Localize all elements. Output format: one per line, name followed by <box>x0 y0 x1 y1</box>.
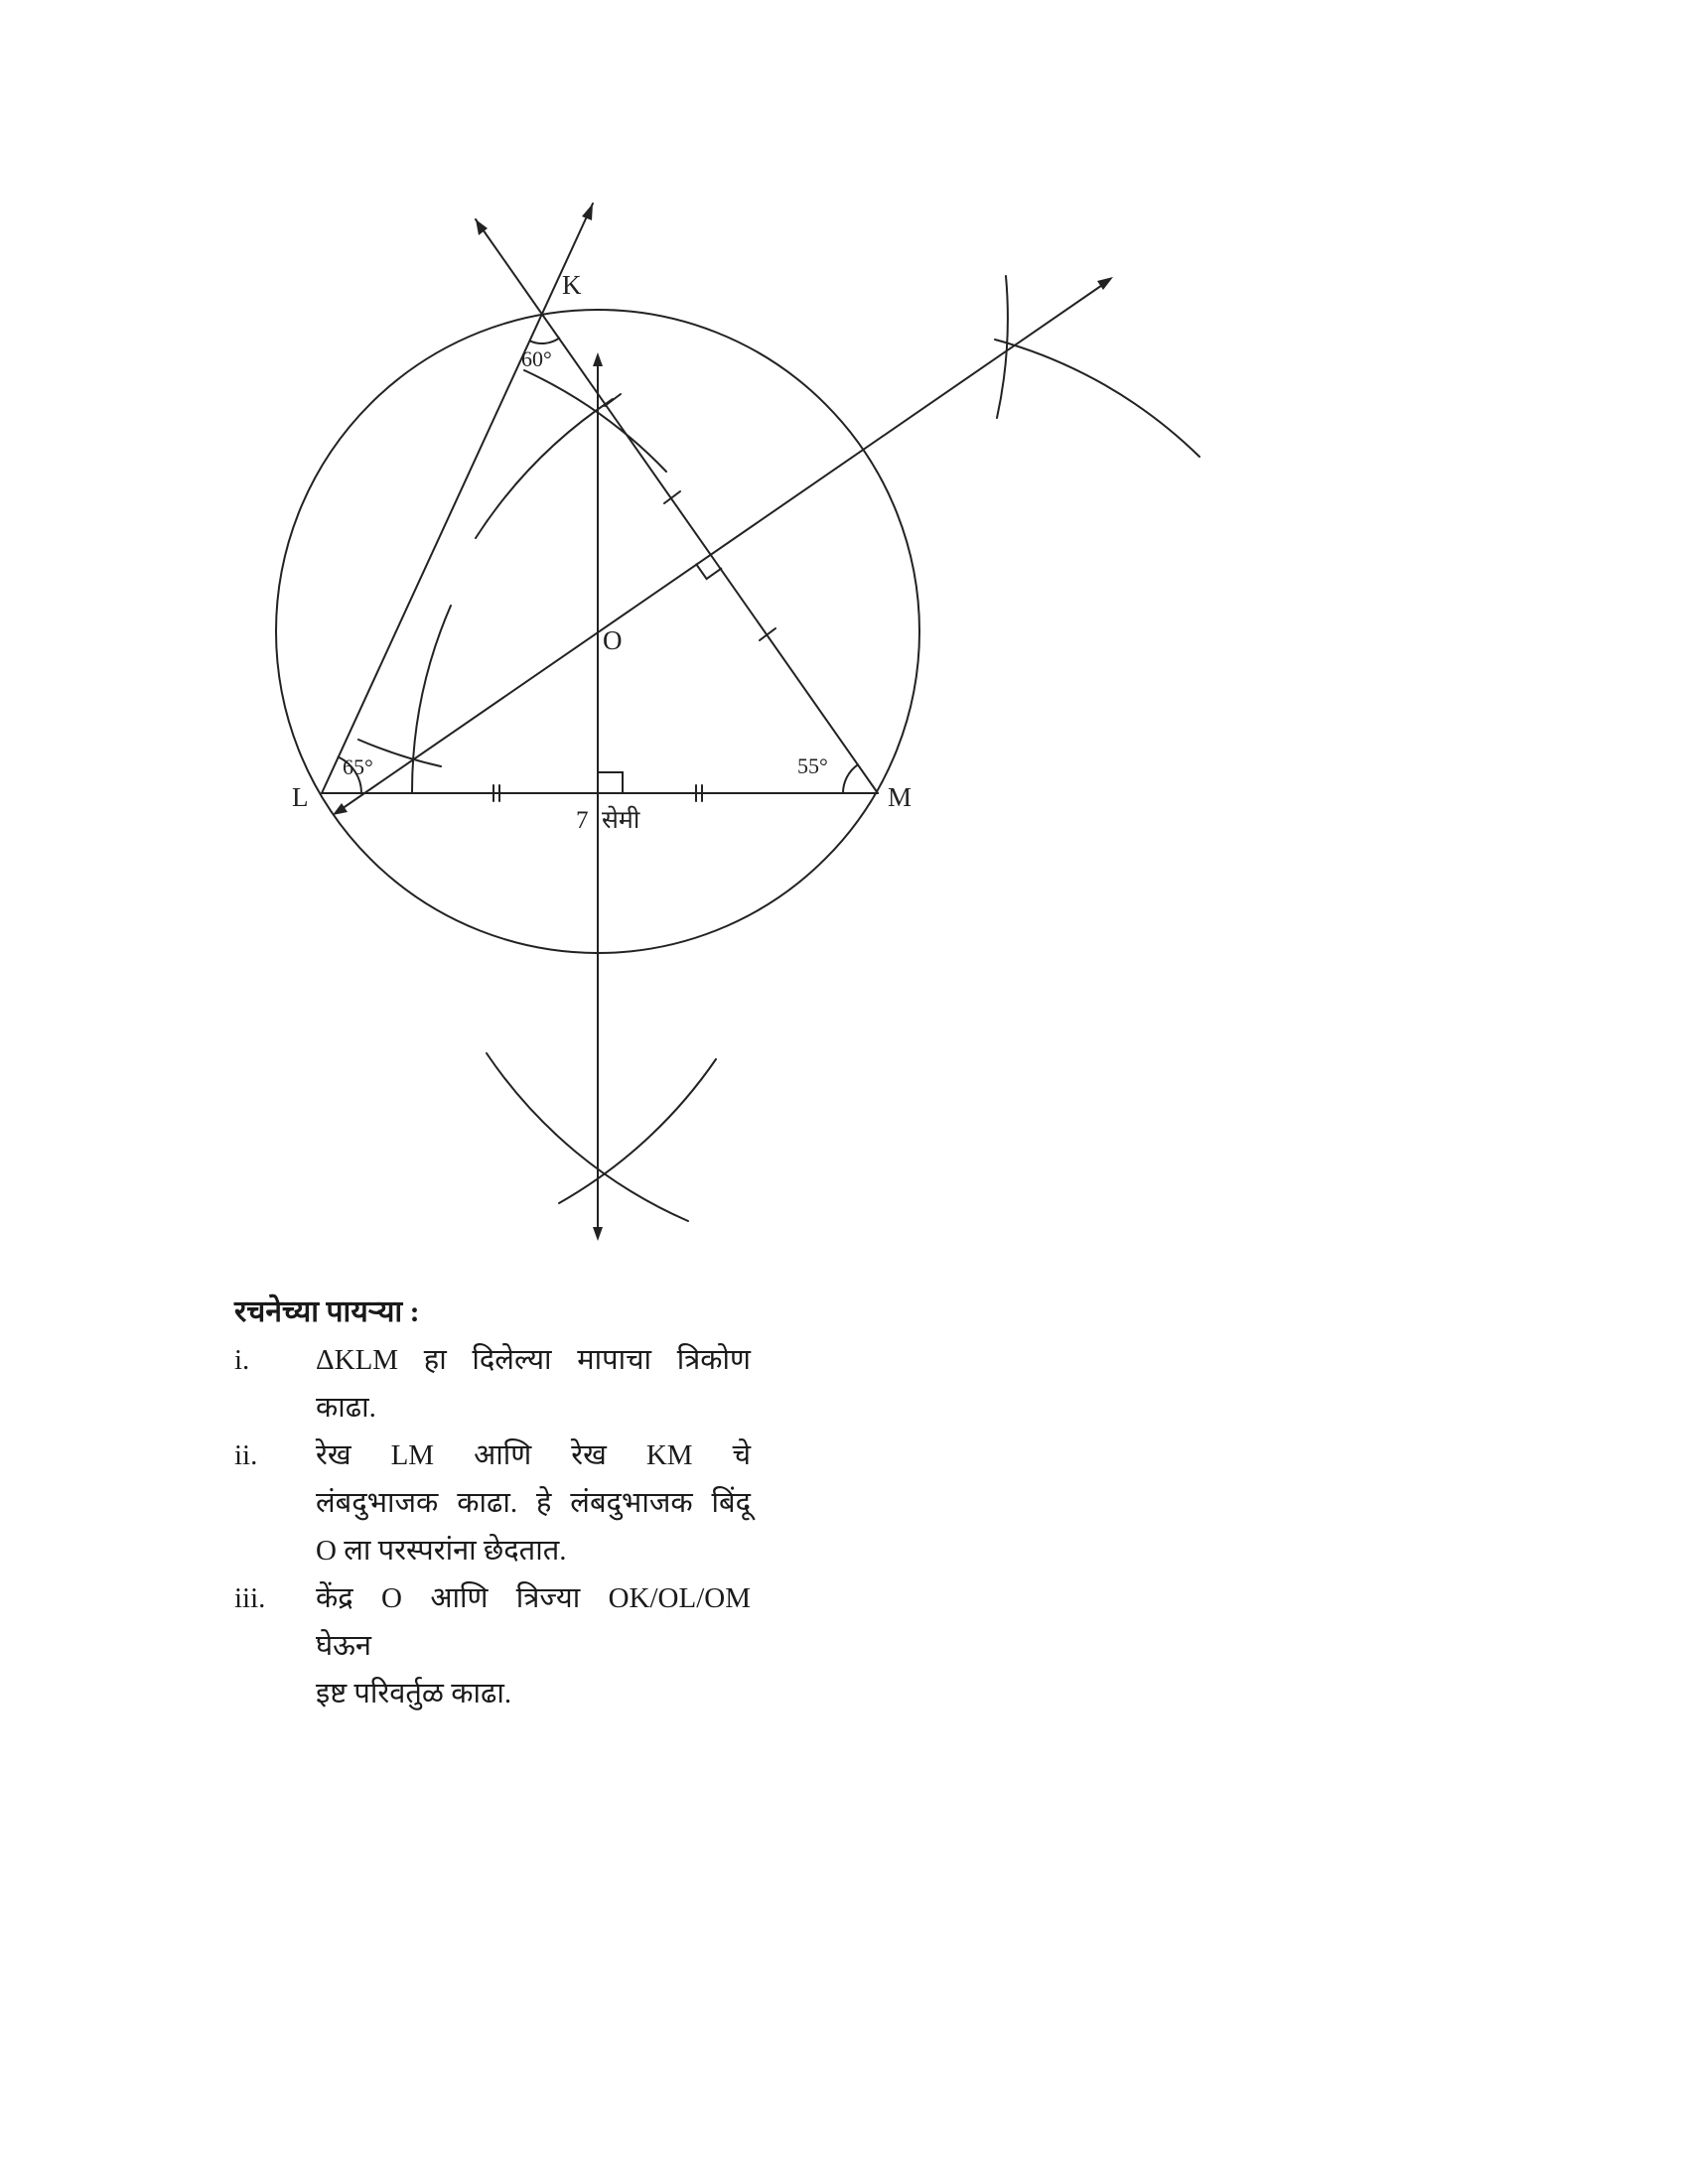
arc-M-bottom <box>487 1053 688 1221</box>
arrow-bisector-KM-bottom-icon <box>333 803 348 815</box>
right-angle-LM <box>599 772 623 793</box>
step-line: काढा. <box>316 1392 376 1424</box>
tick-KM-top <box>605 394 621 406</box>
right-angle-KM <box>696 564 721 579</box>
length-value: 7 <box>576 807 589 834</box>
arc-M-top <box>476 399 613 538</box>
step-3 <box>234 1574 751 1717</box>
label-M: M <box>888 782 913 812</box>
step-line: रेख LM आणि रेख KM चे <box>316 1439 751 1471</box>
angle-arc-K <box>530 339 560 343</box>
step-number: iii. <box>234 1582 266 1614</box>
arc-L-bottom <box>559 1059 716 1203</box>
label-O: O <box>603 625 623 655</box>
step-line: घेऊन <box>316 1630 371 1662</box>
step-text <box>316 1336 751 1432</box>
angle-label-L: 65° <box>343 754 373 779</box>
angle-arc-M <box>843 764 858 793</box>
tick-KM-lower <box>760 628 775 640</box>
steps-heading: रचनेच्या पायऱ्या : <box>234 1296 420 1328</box>
step-number: i. <box>234 1344 250 1376</box>
angle-label-K: 60° <box>521 346 552 371</box>
step-1 <box>234 1336 751 1432</box>
side-LK-extended <box>322 204 593 793</box>
step-number: ii. <box>234 1439 258 1471</box>
arc-K-right <box>997 276 1008 418</box>
length-unit: सेमी <box>602 807 640 834</box>
step-text <box>316 1432 751 1574</box>
bisector-KM <box>339 281 1108 811</box>
arc-M-right <box>995 340 1199 457</box>
arrow-bisector-LM-top-icon <box>593 352 603 366</box>
angle-label-M: 55° <box>797 753 828 778</box>
arc-L-top <box>524 370 666 472</box>
step-2 <box>234 1432 751 1574</box>
arrow-LK-icon <box>582 204 593 220</box>
step-line: लंबदुभाजक काढा. हे लंबदुभाजक बिंदू <box>316 1487 751 1519</box>
step-line: O ला परस्परांना छेदतात. <box>316 1535 567 1567</box>
step-line: ΔKLM हा दिलेल्या मापाचा त्रिकोण <box>316 1344 751 1376</box>
label-K: K <box>562 270 582 300</box>
step-line: इष्ट परिवर्तुळ काढा. <box>316 1678 512 1709</box>
step-text <box>316 1574 751 1717</box>
label-L: L <box>292 782 309 812</box>
step-line: केंद्र O आणि त्रिज्या OK/OL/OM <box>316 1582 751 1614</box>
arrow-bisector-LM-bottom-icon <box>593 1227 603 1241</box>
construction-steps <box>234 1289 751 1717</box>
side-MK-extended <box>476 219 878 793</box>
